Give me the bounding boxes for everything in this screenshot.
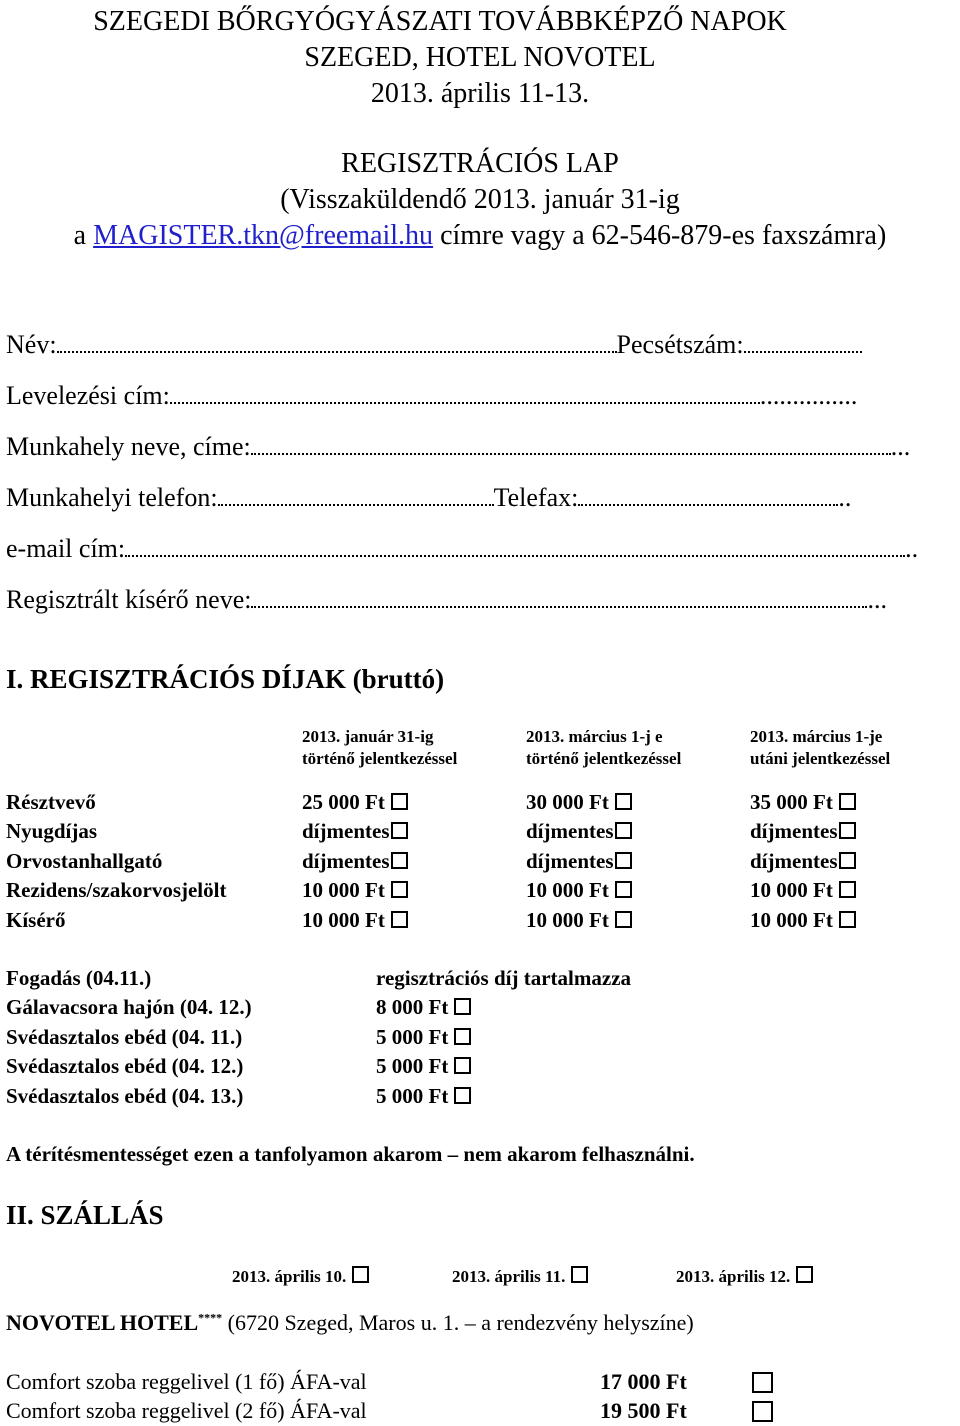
checkbox[interactable] <box>839 881 856 898</box>
email-link[interactable]: MAGISTER.tkn@freemail.hu <box>93 220 434 251</box>
checkbox[interactable] <box>391 881 408 898</box>
event-value: 8 000 Ft <box>376 995 449 1020</box>
fee-value: díjmentes <box>750 819 838 844</box>
event-label: Fogadás (04.11.) <box>6 966 152 990</box>
room-label: Comfort szoba reggelivel (2 fő) ÁFA-val <box>6 1398 367 1423</box>
event-value: 5 000 Ft <box>376 1024 449 1049</box>
fee-value: 10 000 Ft <box>302 907 385 932</box>
lodging-date <box>452 1266 588 1288</box>
checkbox[interactable] <box>454 1028 471 1045</box>
fee-value: díjmentes <box>526 819 614 844</box>
room-label: Comfort szoba reggelivel (1 fő) ÁFA-val <box>6 1369 367 1394</box>
checkbox[interactable] <box>454 1057 471 1074</box>
event-label: Svédasztalos ebéd (04. 13.) <box>6 1083 244 1108</box>
fax-input[interactable] <box>578 484 838 506</box>
name-input[interactable] <box>57 331 617 353</box>
fee-option <box>750 790 856 815</box>
checkbox[interactable] <box>615 793 632 810</box>
email-label: e-mail cím: <box>6 534 126 563</box>
address-row <box>6 381 857 411</box>
fees-section-title: I. REGISZTRÁCIÓS DÍJAK (bruttó) <box>6 664 445 694</box>
checkbox[interactable] <box>796 1266 813 1283</box>
phone-row <box>6 483 851 513</box>
checkbox[interactable] <box>615 852 632 869</box>
stamp-input[interactable] <box>744 331 862 353</box>
return-prefix: a <box>73 220 94 251</box>
fee-column-date: 2013. március 1-je <box>750 727 883 746</box>
fee-option <box>302 849 408 874</box>
checkbox[interactable] <box>839 911 856 928</box>
conference-title: SZEGEDI BŐRGYÓGYÁSZATI TOVÁBBKÉPZŐ NAPOK <box>93 6 787 37</box>
fee-column-header <box>750 726 890 770</box>
hotel-address: (6720 Szeged, Maros u. 1. – a rendezvény helyszíne) <box>222 1310 694 1335</box>
fee-value: 10 000 Ft <box>526 878 609 903</box>
return-address <box>0 220 960 252</box>
fee-row-label: Rezidens/szakorvosjelölt <box>6 878 227 903</box>
fee-column-date: 2013. január 31-ig <box>302 727 434 746</box>
checkbox[interactable] <box>752 1401 773 1422</box>
conference-dates: 2013. április 11-13. <box>370 78 590 109</box>
work-phone-input[interactable] <box>218 484 494 506</box>
fee-column-date: 2013. március 1-j e <box>526 727 663 746</box>
event-value: 5 000 Ft <box>376 1054 449 1079</box>
fee-option <box>302 908 408 933</box>
checkbox[interactable] <box>615 822 632 839</box>
fee-option <box>526 790 632 815</box>
checkbox[interactable] <box>615 911 632 928</box>
workplace-input[interactable] <box>251 433 891 455</box>
email-input[interactable] <box>125 535 905 557</box>
fee-value: 30 000 Ft <box>526 790 609 814</box>
checkbox[interactable] <box>391 911 408 928</box>
lodging-date-label: 2013. április 11. <box>452 1267 566 1286</box>
workplace-row <box>6 432 910 462</box>
fee-column-header <box>526 726 681 770</box>
fee-column-header <box>302 726 457 770</box>
address-input[interactable] <box>170 382 760 404</box>
event-value: regisztrációs díj tartalmazza <box>376 966 632 990</box>
companion-row <box>6 585 887 615</box>
companion-end: ... <box>867 585 887 614</box>
workplace-label: Munkahely neve, címe: <box>6 432 251 461</box>
event-option <box>376 1084 471 1109</box>
fee-value: díjmentes <box>302 848 390 873</box>
checkbox[interactable] <box>454 1087 471 1104</box>
fee-value: díjmentes <box>302 819 390 844</box>
hotel-line <box>6 1310 694 1336</box>
address-label: Levelezési cím: <box>6 381 170 410</box>
conference-venue: SZEGED, HOTEL NOVOTEL <box>304 42 656 73</box>
fee-row-label: Kísérő <box>6 907 66 932</box>
email-end: .. <box>905 534 919 563</box>
fee-option <box>302 878 408 903</box>
fee-value: 10 000 Ft <box>526 907 609 932</box>
fee-column-note: utáni jelentkezéssel <box>750 749 891 768</box>
fee-option <box>302 790 408 815</box>
fee-row-label: Nyugdíjas <box>6 819 98 844</box>
room-price: 17 000 Ft <box>600 1369 687 1394</box>
event-label: Svédasztalos ebéd (04. 11.) <box>6 1024 243 1049</box>
checkbox[interactable] <box>839 822 856 839</box>
fee-value: 35 000 Ft <box>750 790 833 814</box>
companion-label: Regisztrált kísérő neve: <box>6 585 252 614</box>
return-note: (Visszaküldendő 2013. január 31-ig <box>280 184 680 215</box>
exemption-note: A térítésmentességet ezen a tanfolyamon akarom – nem akarom felhasználni. <box>6 1142 695 1166</box>
fee-option <box>526 849 632 874</box>
fee-value: 10 000 Ft <box>302 878 385 903</box>
fee-option <box>750 908 856 933</box>
fee-row-label: Résztvevő <box>6 790 96 814</box>
room-price: 19 500 Ft <box>600 1398 687 1423</box>
form-title: REGISZTRÁCIÓS LAP <box>341 148 619 179</box>
lodging-date <box>232 1266 369 1288</box>
room-option <box>750 1401 773 1426</box>
fee-value: díjmentes <box>750 848 838 873</box>
fee-option <box>750 878 856 903</box>
email-row <box>6 534 918 564</box>
fee-column-note: történő jelentkezéssel <box>302 749 458 768</box>
lodging-date-label: 2013. április 10. <box>232 1267 347 1286</box>
checkbox[interactable] <box>352 1266 369 1283</box>
room-option <box>750 1372 773 1397</box>
lodging-date-label: 2013. április 12. <box>676 1267 791 1286</box>
checkbox[interactable] <box>752 1372 773 1393</box>
event-option <box>376 1054 471 1079</box>
lodging-date <box>676 1266 813 1288</box>
checkbox[interactable] <box>615 881 632 898</box>
event-label: Gálavacsora hajón (04. 12.) <box>6 995 252 1020</box>
fee-value: 10 000 Ft <box>750 878 833 903</box>
checkbox[interactable] <box>839 852 856 869</box>
event-option <box>376 1025 471 1050</box>
event-option <box>376 966 631 991</box>
checkbox[interactable] <box>839 793 856 810</box>
fee-value: 10 000 Ft <box>750 907 833 932</box>
address-end: ............... <box>759 381 858 410</box>
event-label: Svédasztalos ebéd (04. 12.) <box>6 1054 244 1079</box>
phone-end: .. <box>838 483 852 512</box>
fee-value: díjmentes <box>526 848 614 873</box>
fax-label: Telefax: <box>493 483 579 512</box>
checkbox[interactable] <box>391 852 408 869</box>
fee-option <box>526 908 632 933</box>
work-phone-label: Munkahelyi telefon: <box>6 483 218 512</box>
name-label: Név: <box>6 330 57 359</box>
fee-option <box>526 819 632 844</box>
checkbox[interactable] <box>454 998 471 1015</box>
hotel-stars: **** <box>198 1310 223 1325</box>
event-value: 5 000 Ft <box>376 1083 449 1108</box>
fee-row-label: Orvostanhallgató <box>6 848 163 873</box>
stamp-label: Pecsétszám: <box>616 330 744 359</box>
fee-value: 25 000 Ft <box>302 790 385 814</box>
name-row <box>6 330 862 360</box>
return-suffix: címre vagy a 62-546-879-es faxszámra) <box>433 220 887 251</box>
workplace-end: ... <box>890 432 911 461</box>
checkbox[interactable] <box>391 822 408 839</box>
lodging-section-title: II. SZÁLLÁS <box>6 1200 164 1230</box>
event-option <box>376 995 471 1020</box>
fee-column-note: történő jelentkezéssel <box>526 749 682 768</box>
fee-option <box>750 849 856 874</box>
checkbox[interactable] <box>391 793 408 810</box>
fee-option <box>302 819 408 844</box>
hotel-name: NOVOTEL HOTEL <box>6 1310 199 1335</box>
fee-option <box>526 878 632 903</box>
fee-option <box>750 819 856 844</box>
checkbox[interactable] <box>571 1266 588 1283</box>
companion-input[interactable] <box>251 586 867 608</box>
